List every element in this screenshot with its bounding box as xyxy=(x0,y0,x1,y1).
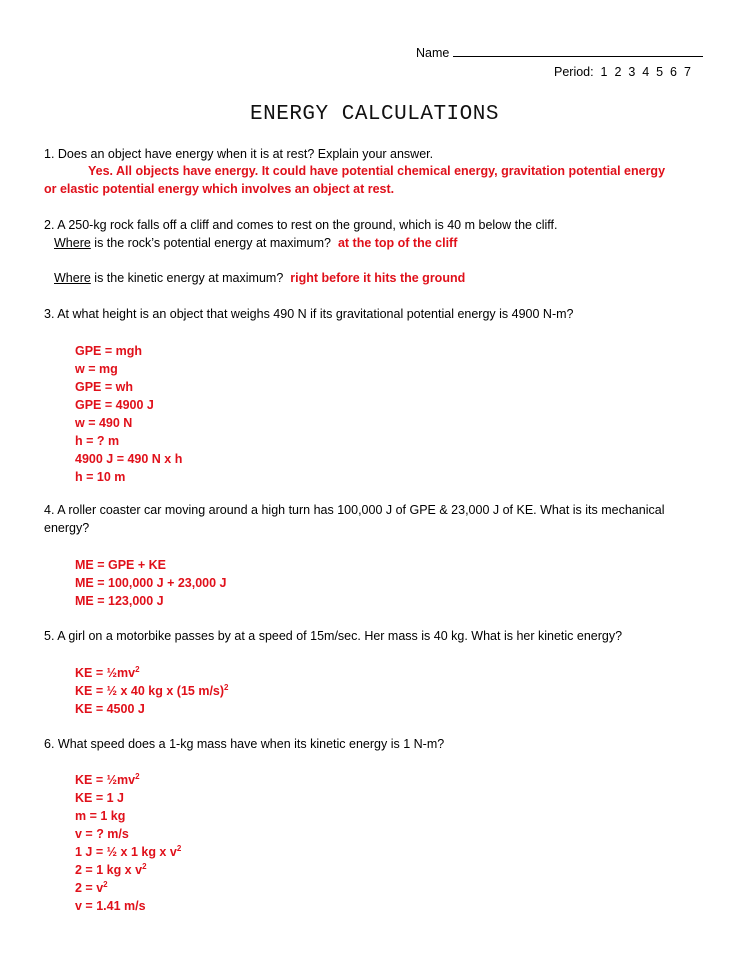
question-2-part-b xyxy=(54,270,465,288)
answer-5-line: KE = ½ x 40 kg x (15 m/s)$^2$ xyxy=(75,682,229,698)
answer-6-line: KE = 1 J xyxy=(75,791,124,805)
answer-4-line: ME = 100,000 J + 23,000 J xyxy=(75,576,227,590)
answer-2a: at the top of the cliff xyxy=(337,236,458,250)
answer-1-line1: Yes. All objects have energy. It could have potential chemical energy, gravitation potential energy xyxy=(88,164,666,178)
answer-2b: right before it hits the ground xyxy=(290,271,466,285)
superscript: 2 xyxy=(142,861,147,871)
name-row xyxy=(416,44,703,63)
answer-3-line: GPE = 4900 J xyxy=(75,398,154,412)
answer-3-block xyxy=(75,342,182,486)
answer-4-block xyxy=(75,556,227,610)
answer-3-line: 4900 J = 490 N x h xyxy=(75,452,183,466)
answer-5-block xyxy=(75,664,229,718)
answer-6-line: $2 = v^2$ xyxy=(75,879,108,895)
answer-3-line: h = 10 m xyxy=(75,470,126,484)
name-line xyxy=(453,44,703,57)
answer-6-line: m = 1 kg xyxy=(75,809,126,823)
answer-4-line: ME = GPE + KE xyxy=(75,558,167,572)
answer-6-block xyxy=(75,771,181,915)
question-6: 6. What speed does a 1-kg mass have when its kinetic energy is 1 N-m? xyxy=(44,737,445,751)
superscript: 2 xyxy=(135,771,140,781)
answer-3-line: GPE = mgh xyxy=(75,344,143,358)
answer-4-line: ME = 123,000 J xyxy=(75,594,164,608)
answer-3-line: w = mg xyxy=(75,362,118,376)
answer-5-line: KE = $\frac{1}{2}mv^2$ xyxy=(75,664,140,680)
where-word-b: Where xyxy=(54,271,91,285)
question-3: 3. At what height is an object that weighs 490 N if its gravitational potential energy is 4900 N-m? xyxy=(44,307,574,321)
answer-6-line: v = ? m/s xyxy=(75,827,129,841)
question-4-line2: energy? xyxy=(44,521,90,535)
page-title: ENERGY CALCULATIONS xyxy=(250,103,499,126)
answer-6-line: v = 1.41 m/s xyxy=(75,899,146,913)
answer-3-line: h = ? m xyxy=(75,434,120,448)
part-b-text: is the kinetic energy at maximum? xyxy=(90,271,284,285)
question-2-part-a xyxy=(54,235,457,253)
superscript: 2 xyxy=(224,682,229,692)
superscript: 2 xyxy=(176,843,182,853)
name-label: Name xyxy=(416,46,450,60)
question-1: 1. Does an object have energy when it is at rest? Explain your answer. xyxy=(44,147,434,161)
superscript: 2 xyxy=(103,879,108,889)
answer-3-line: w = 490 N xyxy=(75,416,133,430)
answer-3-line: GPE = wh xyxy=(75,380,134,394)
superscript: 2 xyxy=(135,664,140,674)
period-label: Period: 1 2 3 4 5 6 7 xyxy=(554,65,691,79)
answer-5-line: KE = 4500 J xyxy=(75,702,145,716)
question-4-line1: 4. A roller coaster car moving around a high turn has 100,000 J of GPE & 23,000 J of KE. What is its mechanical xyxy=(44,503,665,517)
answer-6-line: 2 = 1 kg x $v^2$ xyxy=(75,861,147,877)
question-5: 5. A girl on a motorbike passes by at a speed of 15m/sec. Her mass is 40 kg. What is her kinetic energy? xyxy=(44,629,623,643)
answer-6-line: 1 J = ½ x 1 kg x $v^2$ xyxy=(75,843,182,859)
answer-1-line2: or elastic potential energy which involves an object at rest. xyxy=(44,182,395,196)
question-2: 2. A 250-kg rock falls off a cliff and comes to rest on the ground, which is 40 m below the cliff. xyxy=(44,218,558,232)
part-a-text: is the rock’s potential energy at maximum? xyxy=(90,236,331,250)
answer-6-line: KE = $\frac{1}{2}mv^2$ xyxy=(75,771,140,787)
where-word-a: Where xyxy=(54,236,91,250)
